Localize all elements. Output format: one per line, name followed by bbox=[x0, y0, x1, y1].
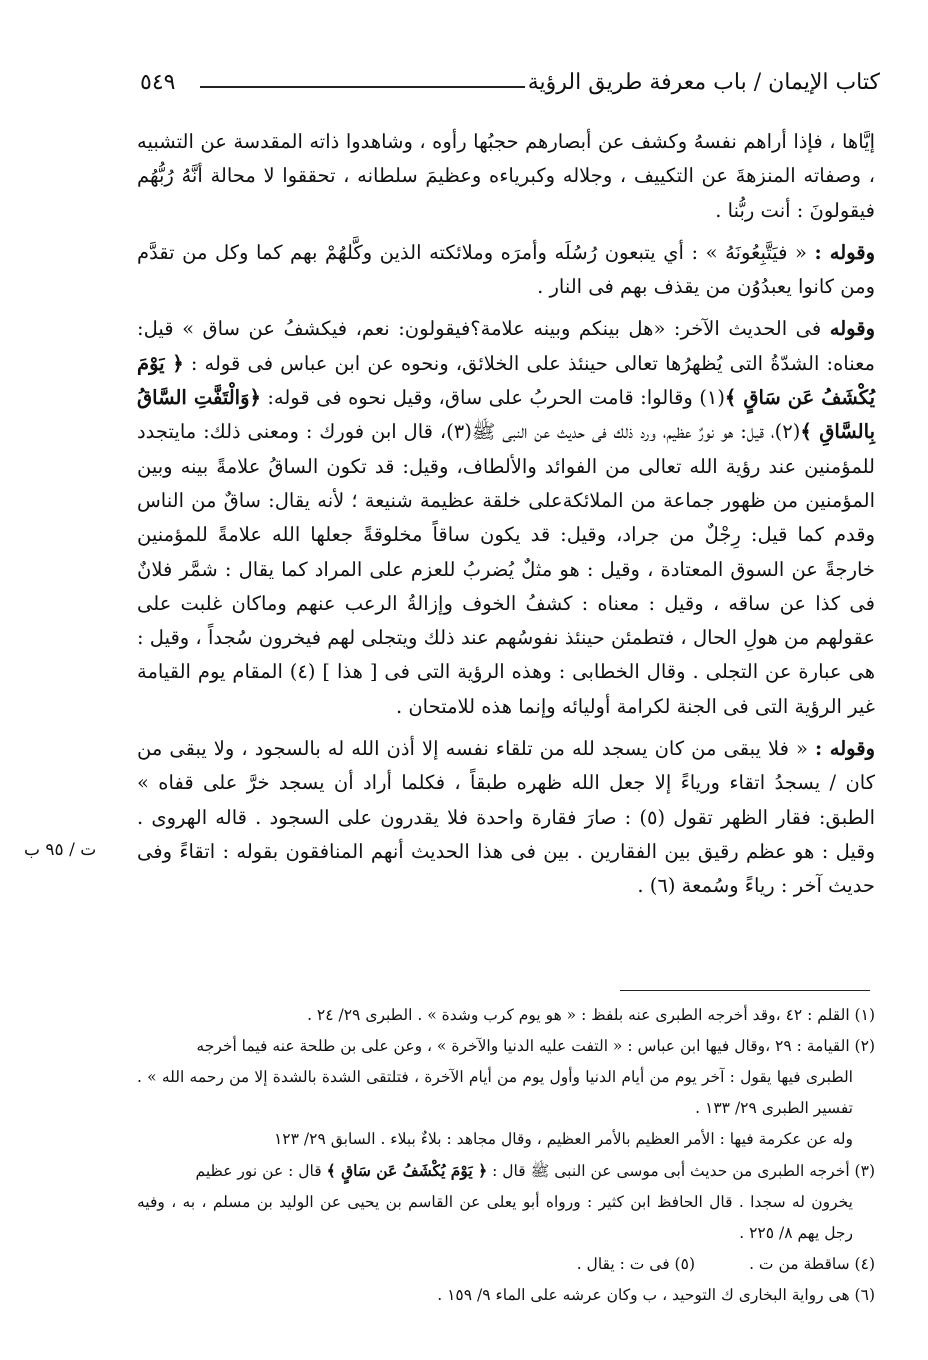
paragraph-1: إيَّاها ، فإذا أراهم نفسهُ وكشف عن أبصارهم حجبُها رأوه ، وشاهدوا ذاته المقدسة عن التشبيه ، وصفاته المنزهةَ عن التكييف ، وجلاله وكبرياءه وعظيمَ سلطانه ، تحققوا لا محالة أنَّهُ رُبُّهُم فيقولونَ : أنت ربُّنا . bbox=[137, 130, 875, 222]
paragraph-3-lead: وقوله bbox=[829, 317, 875, 341]
quran-verse-1: ﴿ يَوْمَ يُكْشَفُ عَن سَاقٍ ﴾ bbox=[137, 351, 875, 410]
footnote-4: (٤) ساقطة من ت . bbox=[749, 1255, 875, 1273]
footnote-1: (١) القلم : ٤٢ ،وقد أخرجه الطبرى عنه بلفظ : « هو يوم كرب وشدة » . الطبرى ٢٩/ ٢٤ . bbox=[307, 1006, 875, 1024]
paragraph-3-text-1: فى الحديث الآخر: «هل بينكم وبينه علامة؟فيقولون: نعم، فيكشفُ عن ساق » قيل: معناه: الشدّةُ التى يُظهرُها تعالى حينئذ على الخلائق، ونحوه عن ابن عباس فى قوله : bbox=[137, 317, 875, 375]
margin-manuscript-note: ت / ٩٥ ب bbox=[24, 840, 97, 860]
quran-verse-2: ﴿وَالْتَفَّتِ السَّاقُ بِالسَّاقِ ﴾ bbox=[137, 386, 875, 444]
page-number: ٥٤٩ bbox=[140, 70, 176, 95]
header-rule bbox=[200, 86, 525, 88]
paragraph-2-text: « فيَتَّبِعُونَهُ » : أي يتبعون رُسُلَه وأمرَه وملائكته الذين وكَّلهُمْ بهم كما وكل من تقدَّم ومن كانوا يعبدُوُن من يقذف بهم فى النار . bbox=[137, 240, 875, 299]
running-head: كتاب الإيمان / باب معرفة طريق الرؤية bbox=[527, 70, 880, 95]
footnote-rule bbox=[620, 990, 870, 991]
paragraph-3-text-3: (٢)، قيل: هو نورٌ عظيم، ورد ذلك فى حديث عن النبى ﷺ(٣)، قال ابن فورك : ومعنى ذلك: مايتجدد للمؤمنين عند رؤية الله تعالى من الفوائد والألطاف، وقيل: قد تكون الساقُ علامةً بينه وبين المؤمنين من ظهور جماعة من الملائكةعلى خلقة عظيمة شنيعة ؛ لأنه يقال: ساقٌ من الناس وقدم كما قيل: رِجْلٌ من جراد، وقيل: قد يكون ساقاً مخلوقةً جعلها الله علامةً للمؤمنين خارجةً عن السوق المعتادة ، وقيل : هو مثلٌ يُضربُ للعزم على المراد كما يقال : شمَّر فلانٌ فى كذا عن ساقه ، وقيل : معناه : كشفُ الخوف وإزالةُ الرعب عنهم وماكان غلبت على عقولهم من هولِ الحال ، فتطمئن حينئذ نفوسُهم عند ذلك ويتجلى لهم فيخرون سُجداً ، وقيل : هى عبارة عن التجلى . وقال الخطابى : وهذه الرؤية التى فى [ هذا ] (٤) المقام يوم القيامة غير الرؤية التى فى الجنة لكرامة أوليائه وإنما هذه للامتحان . bbox=[137, 420, 875, 718]
footnote-2-line-3: وله عن عكرمة فيها : الأمر العظيم بالأمر العظيم ، وقال مجاهد : بلاءٌ ببلاء . السابق ٢٩/ ١٢٣ bbox=[273, 1130, 853, 1148]
page-header bbox=[140, 66, 880, 102]
footnote-3-quran: ﴿ يَوْمَ يُكْشَفُ عَن سَاقٍ ﴾ bbox=[326, 1161, 488, 1180]
paragraph-2 bbox=[137, 236, 875, 305]
footnote-3 bbox=[137, 1155, 875, 1249]
footnote-5: (٥) فى ت : يقال . bbox=[576, 1255, 695, 1273]
paragraph-4 bbox=[137, 732, 875, 903]
paragraph-4-lead: وقوله : bbox=[814, 737, 875, 761]
main-text bbox=[137, 125, 875, 912]
footnote-4-5-row bbox=[137, 1249, 875, 1280]
paragraph-3 bbox=[137, 312, 875, 724]
footnote-2 bbox=[137, 1031, 875, 1155]
footnote-6: (٦) هى رواية البخارى ك التوحيد ، ب وكان عرشه على الماء ٩/ ١٥٩ . bbox=[437, 1286, 875, 1304]
footnote-3-line-2: يخرون له سجدا . قال الحافظ ابن كثير : ورواه أبو يعلى عن القاسم بن يحيى عن الوليد بن مسلم ، به ، وفيه رجل يهم ٨/ ٢٢٥ . bbox=[137, 1193, 853, 1242]
paragraph-2-lead: وقوله : bbox=[814, 240, 876, 264]
footnote-3-pre: (٣) أخرجه الطبرى من حديث أبى موسى عن النبى ﷺ قال : bbox=[487, 1162, 875, 1180]
footnotes bbox=[137, 1000, 875, 1311]
footnote-3-post: قال : عن نور عظيم bbox=[195, 1162, 327, 1180]
footnote-2-line-1: (٢) القيامة : ٢٩ ،وقال فيها ابن عباس : « التفت عليه الدنيا والآخرة » ، وعن على بن طلحة عنه فيما أخرجه bbox=[196, 1037, 875, 1055]
paragraph-4-text: « فلا يبقى من كان يسجد لله من تلقاء نفسه إلا أذن الله له بالسجود ، ولا يبقى من كان / يسجدُ اتقاء ورياءً إلا جعل الله ظهره طبقاً ، فكلما أراد أن يسجد خرَّ على قفاه » الطبق: فقار الظهر تقول (٥) : صارَ فقارة واحدة فلا يقدرون على السجود . قاله الهروى . وقيل : هو عظم رقيق بين الفقارين . بين فى هذا الحديث أنهم المنافقون بقوله : اتقاءً وفى حديث آخر : رياءً وسُمعة (٦) . bbox=[137, 737, 875, 898]
paragraph-3-text-2: (١) وقالوا: قامت الحربُ على ساق، وقيل نحوه فى قوله: bbox=[260, 386, 725, 410]
footnote-2-line-2: الطبرى فيها يقول : آخر يوم من أيام الدنيا وأول يوم من أيام الآخرة ، فتلتقى الشدة بالشدة إلا من رحمه الله » . تفسير الطبرى ٢٩/ ١٣٣ . bbox=[137, 1068, 853, 1117]
